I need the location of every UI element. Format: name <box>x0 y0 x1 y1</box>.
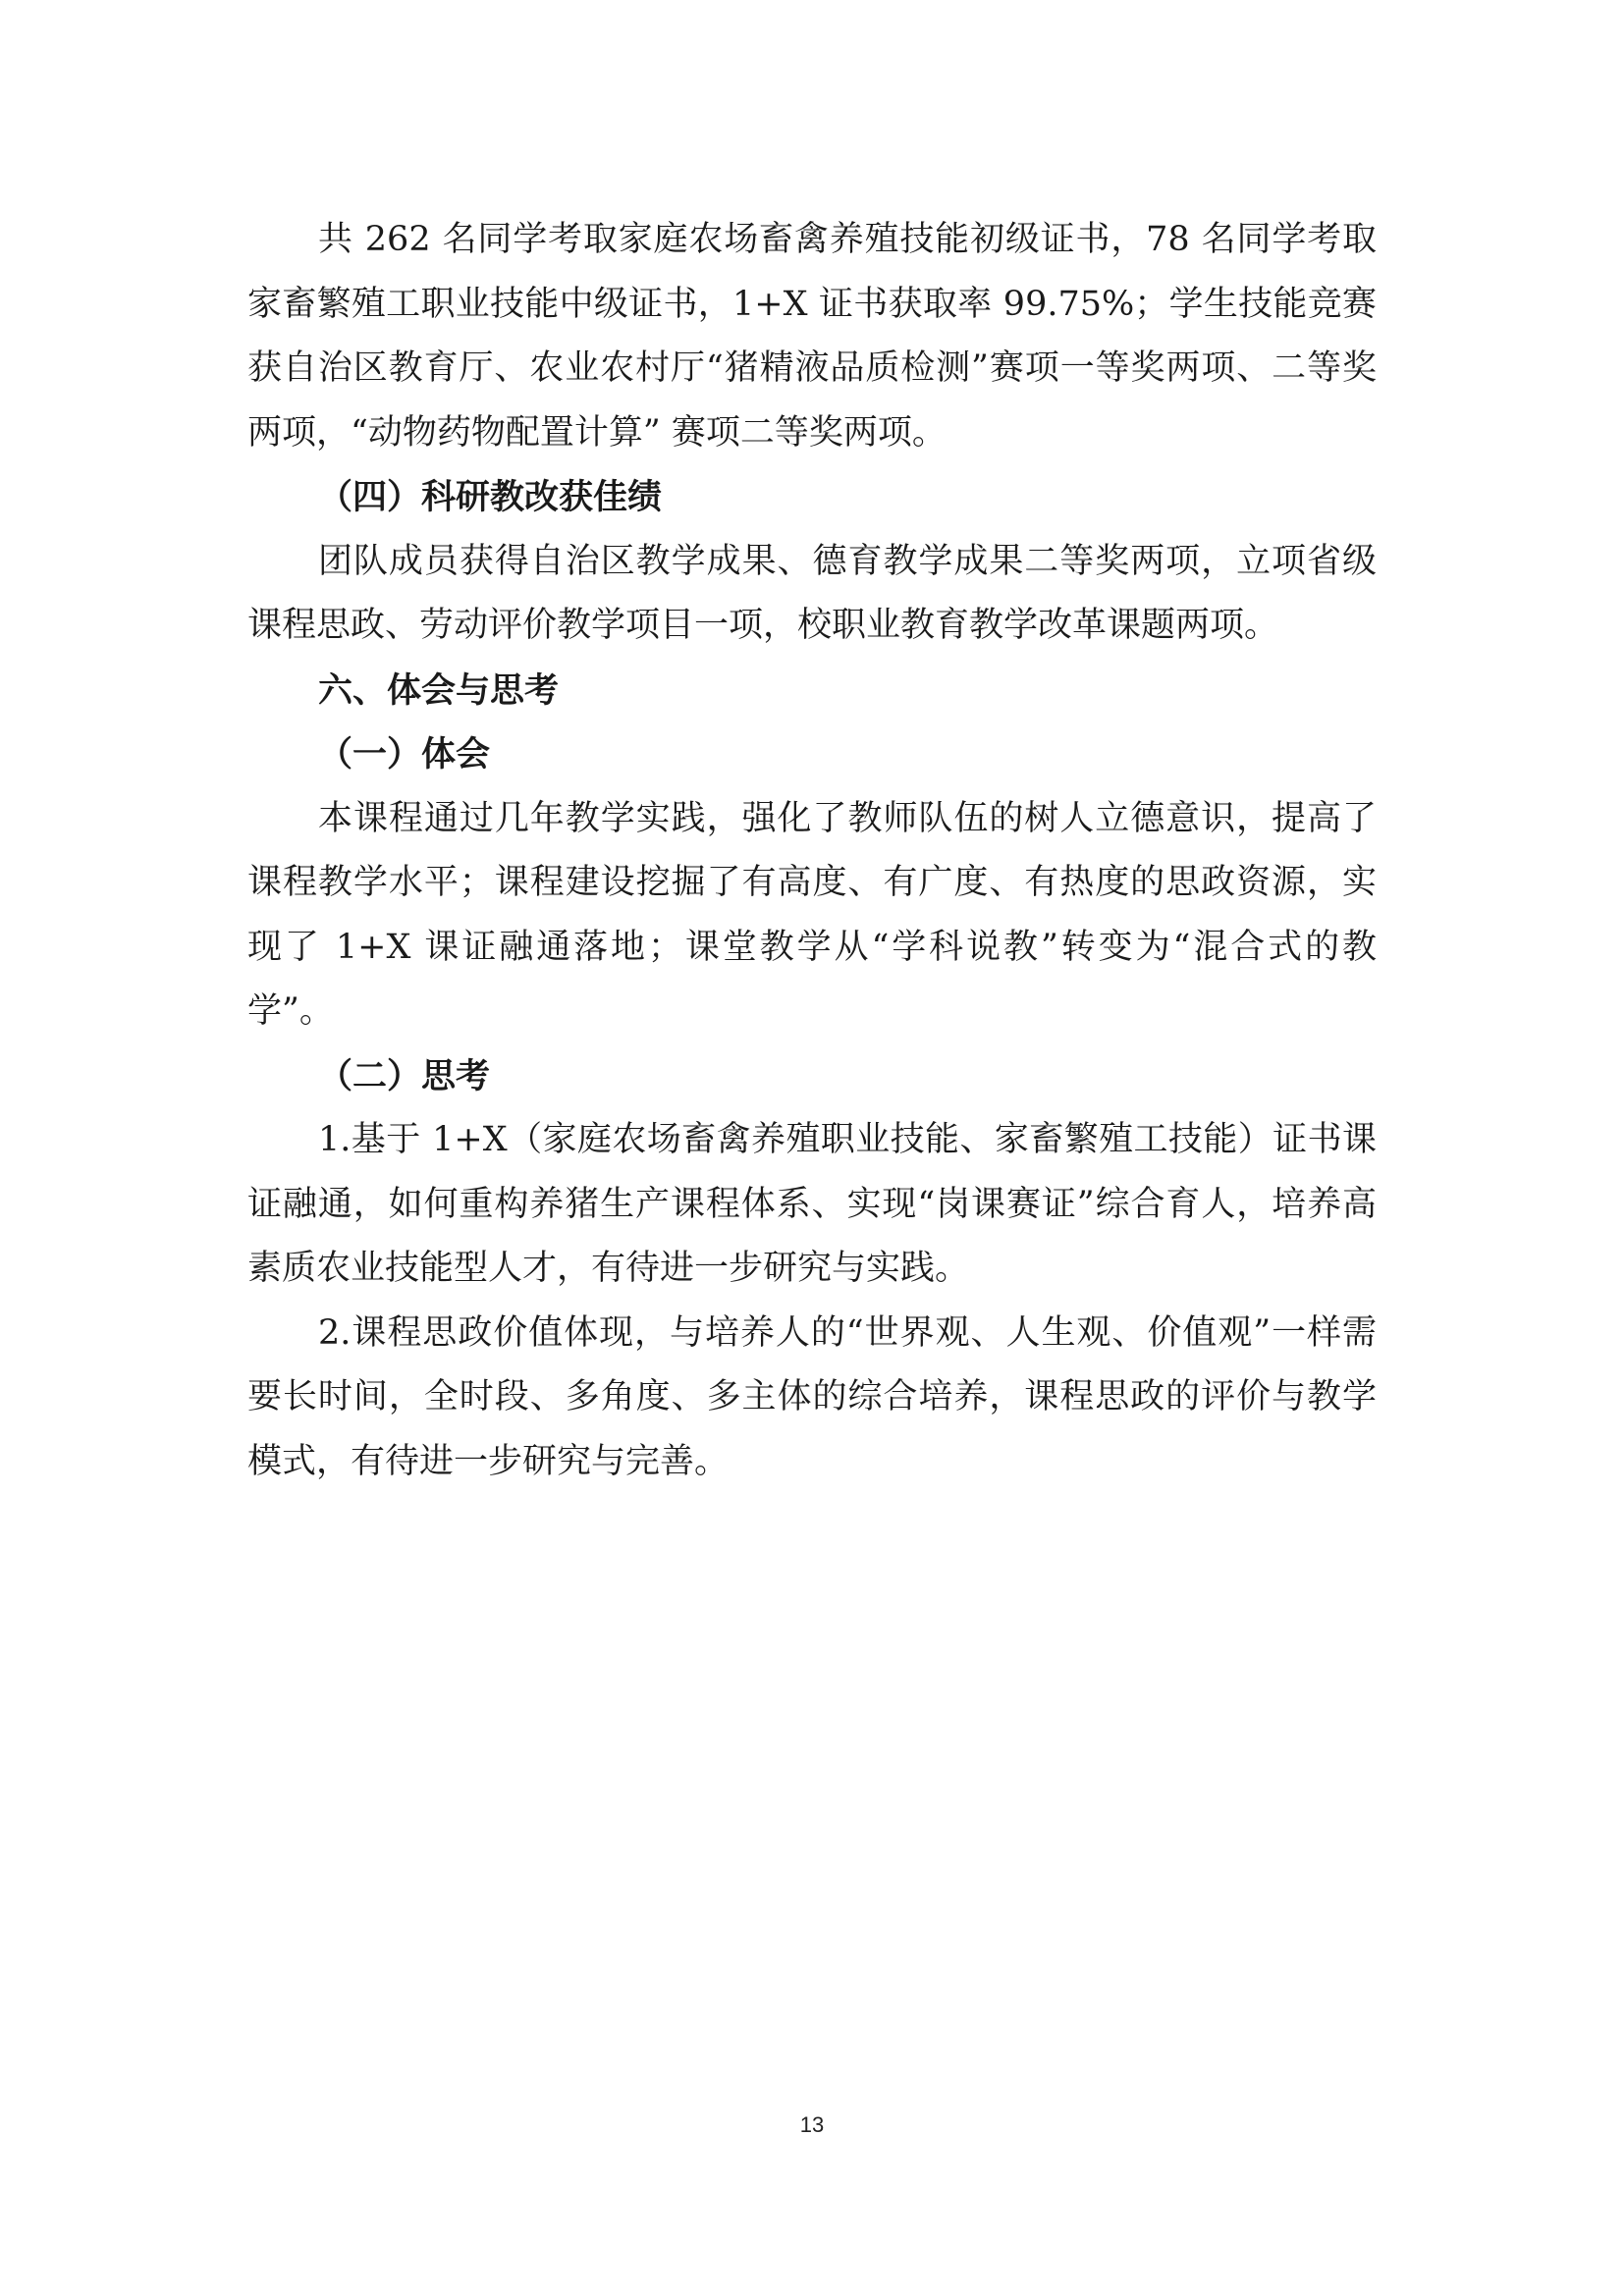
paragraph-reflection-1: 1.基于 1+X（家庭农场畜禽养殖职业技能、家畜繁殖工技能）证书课证融通，如何重构养猪生产课程体系、实现“岗课赛证”综合育人，培养高素质农业技能型人才，有待进一步研究与实践。 <box>247 1120 1377 1288</box>
paragraph-reflection-2: 2.课程思政价值体现，与培养人的“世界观、人生观、价值观”一样需要长时间，全时段、多角度、多主体的综合培养，课程思政的评价与教学模式，有待进一步研究与完善。 <box>247 1312 1377 1481</box>
heading-reflection: （二）思考 <box>318 1055 491 1096</box>
paragraph-certificates-awards: 共 262 名同学考取家庭农场畜禽养殖技能初级证书，78 名同学考取家畜繁殖工职业技能中级证书，1+X 证书获取率 99.75%；学生技能竞赛获自治区教育厅、农业农村厅“猪精液品质检测”赛项一等奖两项、二等奖两项，“动物药物配置计算” 赛项二等奖两项。 <box>247 220 1377 453</box>
document-body <box>247 208 1377 1494</box>
heading-experience: （一）体会 <box>318 734 491 774</box>
page-number: 13 <box>799 2112 825 2137</box>
heading-section-six: 六、体会与思考 <box>318 669 560 711</box>
heading-research-achievements: （四）科研教改获佳绩 <box>318 477 663 517</box>
paragraph-experience: 本课程通过几年教学实践，强化了教师队伍的树人立德意识，提高了课程教学水平；课程建设挖掘了有高度、有广度、有热度的思政资源，实现了 1+X 课证融通落地；课堂教学从“学科说教”转变为“混合式的教学”。 <box>247 798 1377 1031</box>
paragraph-research-achievements: 团队成员获得自治区教学成果、德育教学成果二等奖两项，立项省级课程思政、劳动评价教学项目一项，校职业教育教学改革课题两项。 <box>247 541 1377 645</box>
